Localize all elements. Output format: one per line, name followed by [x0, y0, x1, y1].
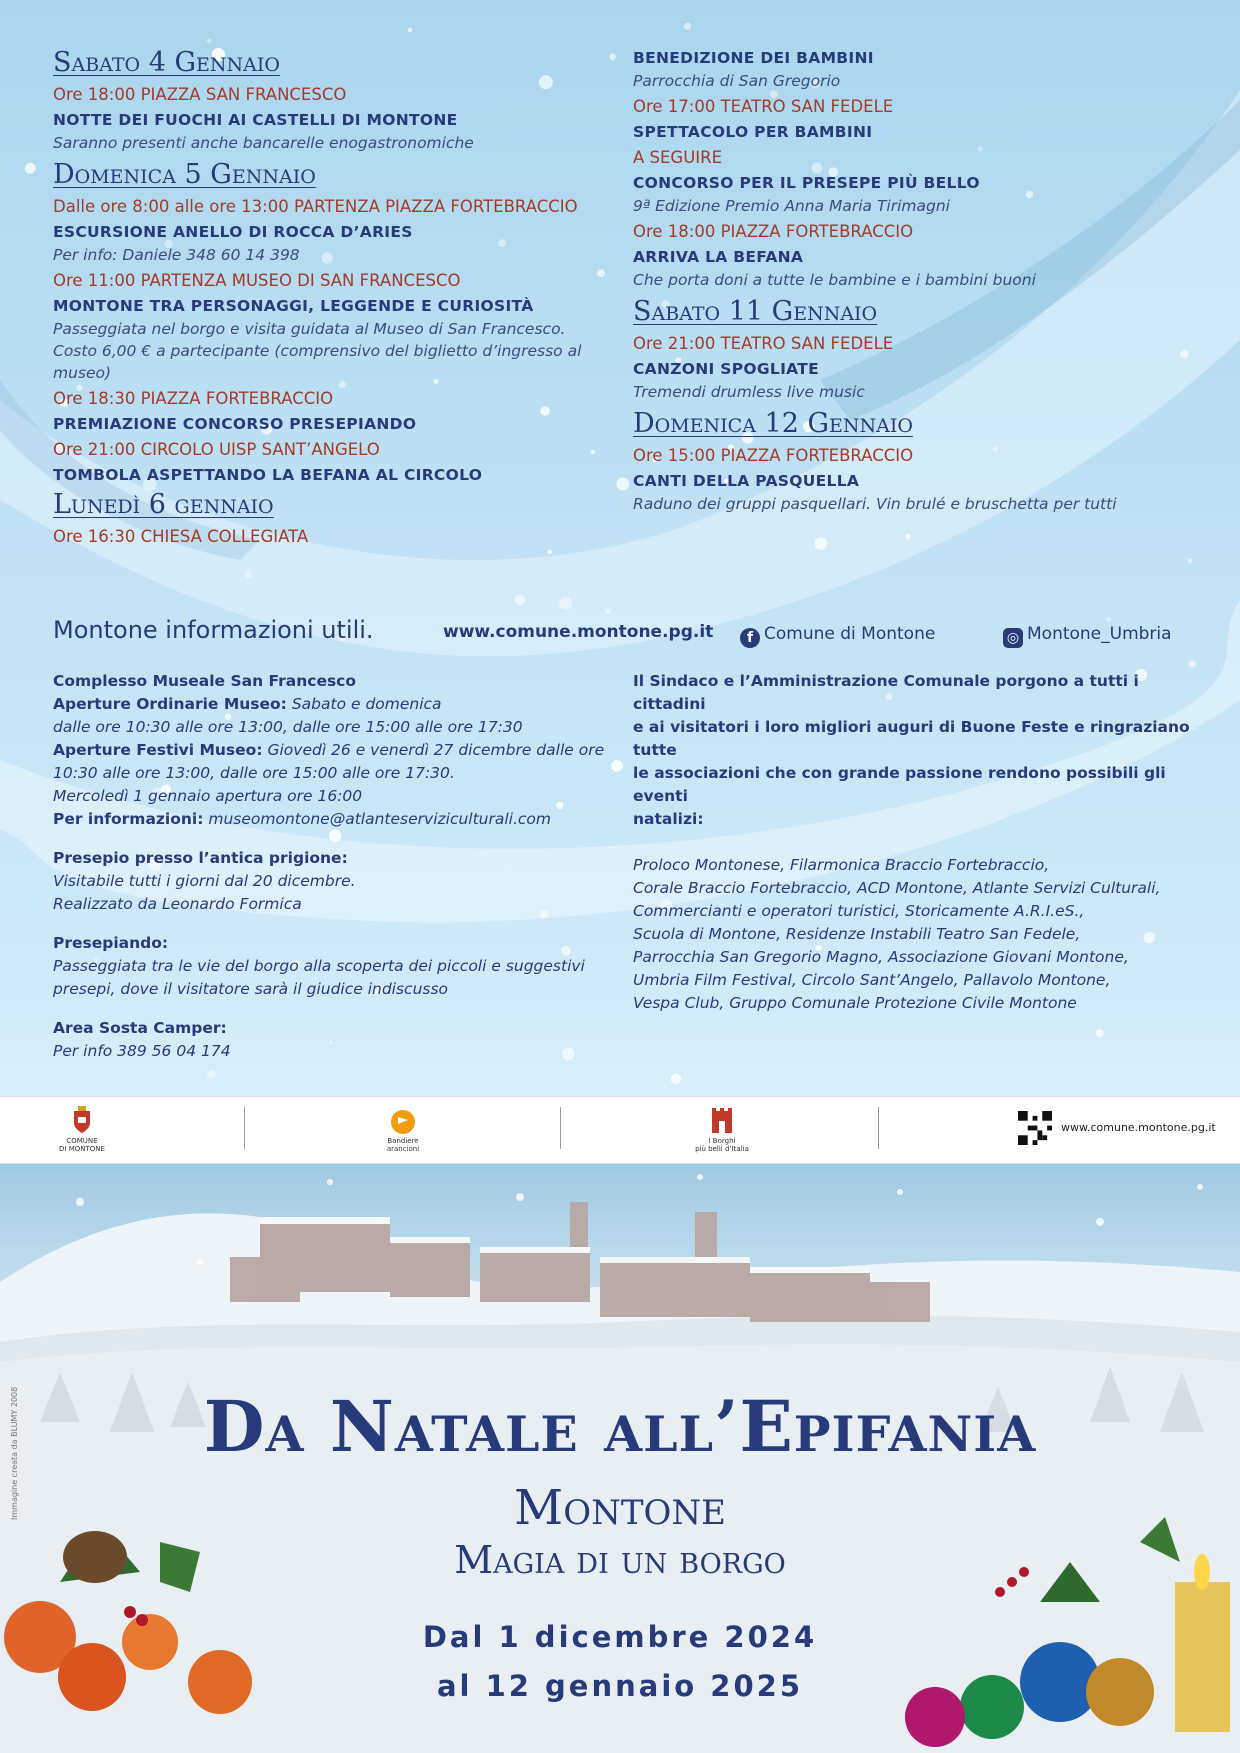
info-left-column [53, 670, 623, 1063]
day-heading: Domenica 12 Gennaio [633, 408, 913, 439]
divider [244, 1107, 245, 1149]
day-heading: Sabato 11 Gennaio [633, 296, 878, 327]
greeting-line: e ai visitatori i loro migliori auguri di Buone Feste e ringraziano tutte [633, 718, 1190, 759]
logo-strip [0, 1096, 1240, 1164]
bandiere-logo-line: Bandiere [387, 1137, 419, 1145]
event-title: ESCURSIONE ANELLO DI ROCCA D’ARIES [53, 223, 413, 241]
facebook-link[interactable] [740, 624, 935, 648]
instagram-link[interactable] [1003, 624, 1172, 648]
event-title: BENEDIZIONE DEI BAMBINI [633, 49, 874, 67]
event-time: Ore 18:30 PIAZZA FORTEBRACCIO [53, 389, 334, 408]
event-time: Ore 17:00 TEATRO SAN FEDELE [633, 97, 894, 116]
event-title: CANZONI SPOGLIATE [633, 360, 820, 378]
event-time: Ore 15:00 PIAZZA FORTEBRACCIO [633, 446, 914, 465]
holiday-label: Aperture Festivi Museo: [53, 741, 263, 759]
greeting-line: le associazioni che con grande passione rendono possibili gli eventi [633, 764, 1166, 805]
event-description: Che porta doni a tutte le bambine e i bambini buoni [633, 271, 1036, 289]
event-description: Raduno dei gruppi pasquellari. Vin brulé e bruschetta per tutti [633, 495, 1117, 513]
borghi-logo-line: più belli d’Italia [695, 1145, 749, 1153]
event-title: TOMBOLA ASPETTANDO LA BEFANA AL CIRCOLO [53, 466, 483, 484]
event-title: CONCORSO PER IL PRESEPE PIÙ BELLO [633, 174, 980, 192]
poster-date-end: al 12 gennaio 2025 [436, 1669, 804, 1703]
info-label: Per informazioni: [53, 810, 204, 828]
presepiando-title: Presepiando: [53, 934, 169, 952]
comune-logo [56, 1105, 108, 1153]
ordinary-hours: dalle ore 10:30 alle ore 13:00, dalle ore 15:00 alle ore 17:30 [53, 718, 523, 736]
association-line: Vespa Club, Gruppo Comunale Protezione Civile Montone [633, 994, 1077, 1012]
orange-flag-icon [390, 1109, 416, 1135]
comune-logo-line: COMUNE [66, 1137, 98, 1145]
borghi-tower-icon [710, 1107, 734, 1135]
event-time: Ore 21:00 TEATRO SAN FEDELE [633, 334, 894, 353]
event-description: Passeggiata nel borgo e visita guidata al Museo di San Francesco. Costo 6,00 € a partecipante (comprensivo del biglietto d’ingresso al museo) [53, 320, 582, 382]
event-title: PREMIAZIONE CONCORSO PRESEPIANDO [53, 415, 417, 433]
camper-line: Per info 389 56 04 174 [53, 1042, 231, 1060]
facebook-label: Comune di Montone [764, 624, 936, 644]
day-heading: Lunedì 6 gennaio [53, 489, 274, 520]
prison-line: Realizzato da Leonardo Formica [53, 895, 302, 913]
holiday-hours: 10:30 alle ore 13:00, dalle ore 15:00 alle ore 17:30. [53, 764, 455, 782]
ordinary-value: Sabato e domenica [291, 695, 442, 713]
comune-logo-line: DI MONTONE [59, 1145, 105, 1153]
qr-code-icon[interactable] [1018, 1111, 1052, 1145]
camper-title: Area Sosta Camper: [53, 1019, 227, 1037]
event-description: Tremendi drumless live music [633, 383, 865, 401]
image-credit: Immagine creata da BLUMY 2008 [10, 1386, 19, 1520]
borghi-logo-line: I Borghi [708, 1137, 736, 1145]
borghi-logo [692, 1107, 752, 1153]
association-line: Proloco Montonese, Filarmonica Braccio Fortebraccio, [633, 856, 1050, 874]
event-title: NOTTE DEI FUOCHI AI CASTELLI DI MONTONE [53, 111, 458, 129]
event-description: Saranno presenti anche bancarelle enogastronomiche [53, 134, 474, 152]
event-time: Ore 16:30 CHIESA COLLEGIATA [53, 527, 309, 546]
event-description: Per info: Daniele 348 60 14 398 [53, 246, 300, 264]
event-time: Dalle ore 8:00 alle ore 13:00 PARTENZA PIAZZA FORTEBRACCIO [53, 197, 578, 216]
event-description: Parrocchia di San Gregorio [633, 72, 841, 90]
poster-subtitle-town: Montone [514, 1480, 726, 1536]
day-heading: Domenica 5 Gennaio [53, 159, 316, 190]
association-line: Commercianti e operatori turistici, Storicamente A.R.I.eS., [633, 902, 1085, 920]
ordinary-label: Aperture Ordinarie Museo: [53, 695, 287, 713]
presepiando-line: presepi, dove il visitatore sarà il giudice indiscusso [53, 980, 449, 998]
facebook-icon: f [740, 628, 760, 648]
divider [878, 1107, 879, 1149]
info-email[interactable]: museomontone@atlanteserviziculturali.com [208, 810, 552, 828]
association-line: Parrocchia San Gregorio Magno, Associazione Giovani Montone, [633, 948, 1129, 966]
strip-website[interactable]: www.comune.montone.pg.it [1061, 1121, 1216, 1134]
info-title: Montone informazioni utili. [53, 616, 374, 644]
instagram-icon: ◎ [1003, 628, 1023, 648]
event-time: Ore 21:00 CIRCOLO UISP SANT’ANGELO [53, 440, 380, 459]
holiday-extra: Mercoledì 1 gennaio apertura ore 16:00 [53, 787, 363, 805]
prison-title: Presepio presso l’antica prigione: [53, 849, 348, 867]
association-line: Umbria Film Festival, Circolo Sant’Angelo, Pallavolo Montone, [633, 971, 1111, 989]
greeting-line: natalizi: [633, 810, 704, 828]
program-right-column [633, 44, 1213, 519]
event-description: 9ª Edizione Premio Anna Maria Tirimagni [633, 197, 950, 215]
event-title: MONTONE TRA PERSONAGGI, LEGGENDE E CURIOSITÀ [53, 297, 534, 315]
event-time: A SEGUIRE [633, 148, 723, 167]
info-header [53, 616, 1223, 652]
divider [560, 1107, 561, 1149]
event-time: Ore 11:00 PARTENZA MUSEO DI SAN FRANCESCO [53, 271, 461, 290]
bandiere-logo-line: arancioni [386, 1145, 420, 1153]
greeting-line: Il Sindaco e l’Amministrazione Comunale porgono a tutti i cittadini [633, 672, 1139, 713]
presepiando-line: Passeggiata tra le vie del borgo alla scoperta dei piccoli e suggestivi [53, 957, 585, 975]
instagram-label: Montone_Umbria [1027, 624, 1172, 644]
association-line: Scuola di Montone, Residenze Instabili Teatro San Fedele, [633, 925, 1081, 943]
bandiere-arancioni-logo [378, 1109, 428, 1153]
poster-date-start: Dal 1 dicembre 2024 [422, 1620, 818, 1654]
program-left-column [53, 44, 613, 550]
holiday-value: Giovedì 26 e venerdì 27 dicembre dalle ore [267, 741, 605, 759]
day-heading: Sabato 4 Gennaio [53, 47, 280, 78]
website-link[interactable]: www.comune.montone.pg.it [443, 622, 714, 642]
event-title: ARRIVA LA BEFANA [633, 248, 804, 266]
crest-icon [71, 1105, 93, 1135]
event-title: SPETTACOLO PER BAMBINI [633, 123, 873, 141]
info-right-column [633, 670, 1193, 1015]
event-time: Ore 18:00 PIAZZA SAN FRANCESCO [53, 85, 347, 104]
prison-line: Visitabile tutti i giorni dal 20 dicembre. [53, 872, 356, 890]
event-title: CANTI DELLA PASQUELLA [633, 472, 860, 490]
event-time: Ore 18:00 PIAZZA FORTEBRACCIO [633, 222, 914, 241]
poster-title: Da Natale all’Epifania [203, 1385, 1037, 1468]
museum-title: Complesso Museale San Francesco [53, 672, 357, 690]
association-line: Corale Braccio Fortebraccio, ACD Montone, Atlante Servizi Culturali, [633, 879, 1161, 897]
poster-subtitle-tagline: Magia di un borgo [454, 1538, 786, 1582]
